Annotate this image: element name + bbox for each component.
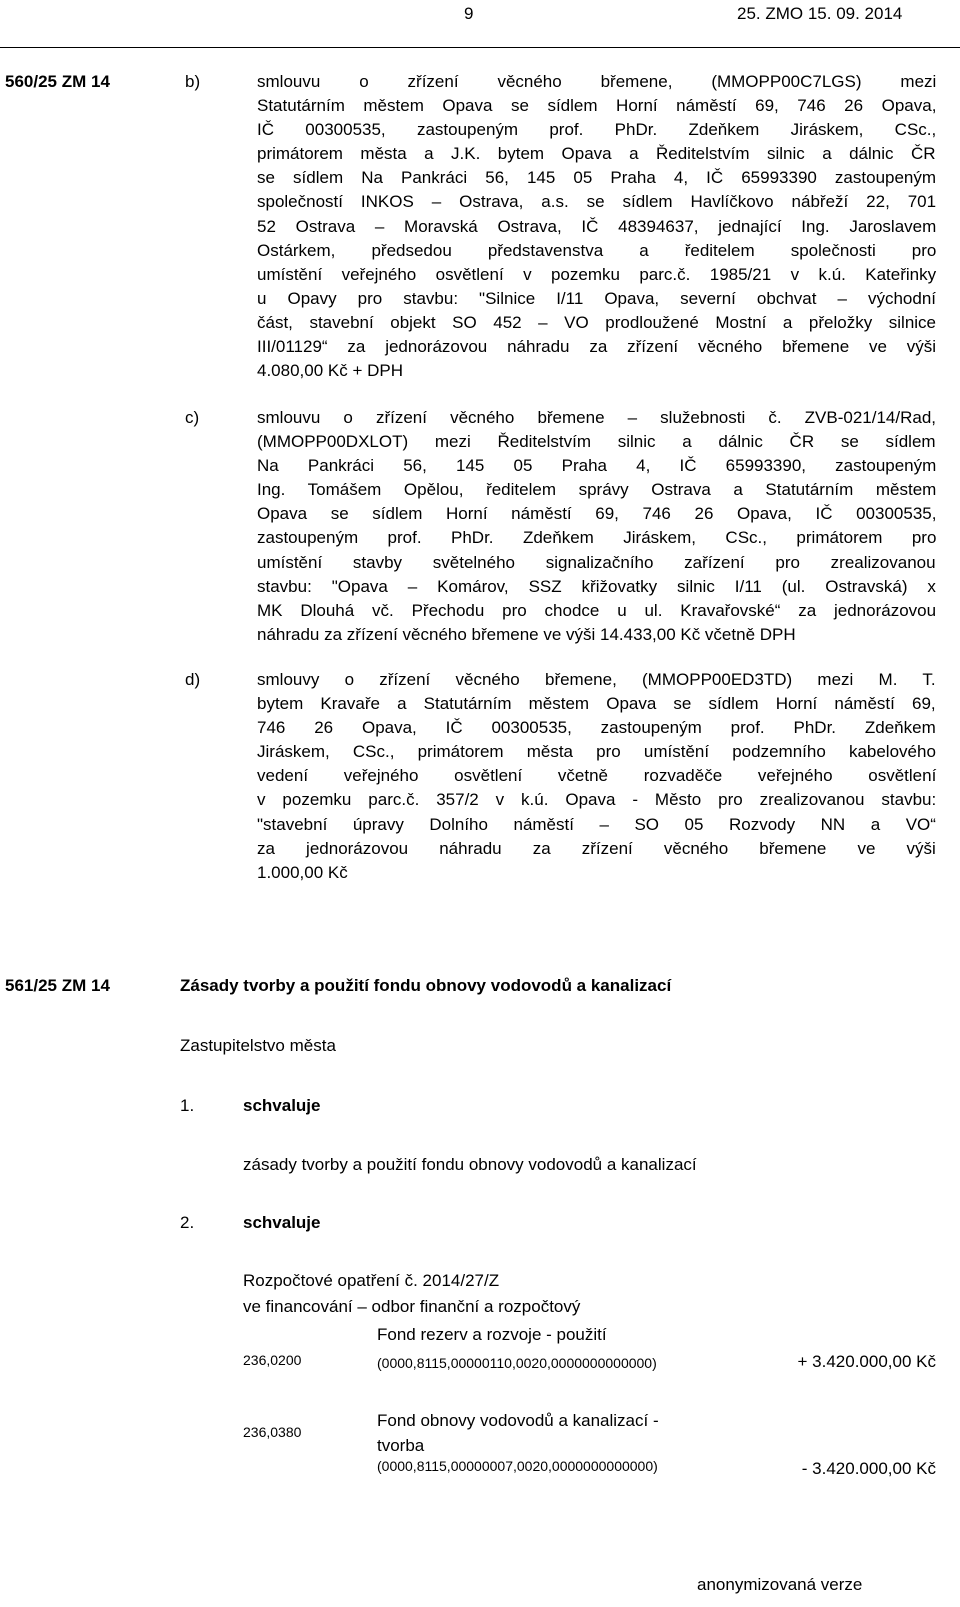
resolution-id-560: 560/25 ZM 14 xyxy=(5,72,110,91)
text-line: stavbu: "Opava – Komárov, SSZ křižovatky silnic I/11 (ul. Ostravská) x xyxy=(257,576,936,596)
text-line: Na Pankráci 56, 145 05 Praha 4, IČ 65993390, zastoupeným xyxy=(257,456,937,476)
text-line: umístění stavby světelného signalizačního zařízení pro zrealizovanou xyxy=(257,552,936,572)
budget-row-account: (0000,8115,00000007,0020,0000000000000) xyxy=(377,1458,658,1474)
text-line: 746 26 Opava, IČ 00300535, zastoupeným prof. PhDr. Zdeňkem xyxy=(257,718,936,738)
budget-row-code: 236,0200 xyxy=(243,1352,302,1368)
anonymized-note: anonymizovaná verze xyxy=(697,1575,863,1594)
text-line: smlouvu o zřízení věcného břemene, (MMOPP00C7LGS) mezi xyxy=(257,72,937,91)
point-2-verb: schvaluje xyxy=(243,1213,321,1232)
text-line: Ing. Tomášem Opělou, ředitelem správy Ostrava a Statutárním městem xyxy=(257,480,937,500)
text-line: Ostárkem, předsedou představenstva a ředitelem společnosti pro xyxy=(257,240,937,260)
text-line: část, stavební objekt SO 452 – VO prodloužené Mostní a přeložky silnice xyxy=(257,312,937,332)
text-line: "stavební úpravy Dolního náměstí – SO 05 Rozvody NN a VO“ xyxy=(257,814,936,834)
text-line: u Opavy pro stavbu: "Silnice I/11 Opava, severní obchvat – východní xyxy=(257,288,937,308)
text-line: v pozemku parc.č. 357/2 v k.ú. Opava - Město pro zrealizovanou stavbu: xyxy=(257,790,937,810)
point-c-text xyxy=(257,406,936,647)
budget-row-name: Fond rezerv a rozvoje - použití xyxy=(377,1325,607,1344)
text-line: umístění veřejného osvětlení v pozemku parc.č. 1985/21 v k.ú. Kateřinky xyxy=(257,264,937,284)
text-line: náhradu za zřízení věcného břemene ve výši 14.433,00 Kč včetně DPH xyxy=(257,624,796,644)
point-d-label: d) xyxy=(185,670,201,689)
header-divider xyxy=(0,47,960,48)
budget-measure-title: Rozpočtové opatření č. 2014/27/Z xyxy=(243,1271,500,1290)
text-line: vedení veřejného osvětlení včetně rozvaděče veřejného osvětlení xyxy=(257,766,937,786)
point-b-text xyxy=(257,70,936,383)
budget-row-name: Fond obnovy vodovodů a kanalizací - xyxy=(377,1411,659,1430)
text-line: 4.080,00 Kč + DPH xyxy=(257,361,404,381)
text-line: 52 Ostrava – Moravská Ostrava, IČ 48394637, jednající Ing. Jaroslavem xyxy=(257,216,937,236)
point-d-text xyxy=(257,668,936,885)
resolution-id-561: 561/25 ZM 14 xyxy=(5,976,110,995)
page-number: 9 xyxy=(464,4,474,23)
text-line: smlouvy o zřízení věcného břemene, (MMOPP00ED3TD) mezi M. T. xyxy=(257,670,936,689)
text-line: smlouvu o zřízení věcného břemene – služebnosti č. ZVB-021/14/Rad, xyxy=(257,408,937,427)
text-line: za jednorázovou náhradu za zřízení věcného břemene ve výši xyxy=(257,838,936,858)
point-1-verb: schvaluje xyxy=(243,1096,321,1115)
point-1-number: 1. xyxy=(180,1096,195,1115)
point-2-number: 2. xyxy=(180,1213,195,1232)
text-line: (MMOPP00DXLOT) mezi Ředitelstvím silnic a dálnic ČR se sídlem xyxy=(257,432,936,452)
text-line: IČ 00300535, zastoupeným prof. PhDr. Zdeňkem Jiráskem, CSc., xyxy=(257,120,937,140)
budget-row-amount: - 3.420.000,00 Kč xyxy=(801,1459,936,1478)
text-line: zastoupeným prof. PhDr. Zdeňkem Jiráskem, CSc., primátorem pro xyxy=(257,528,937,548)
text-line: Opava se sídlem Horní náměstí 69, 746 26 Opava, IČ 00300535, xyxy=(257,504,937,524)
header-date: 25. ZMO 15. 09. 2014 xyxy=(737,4,903,23)
council-label: Zastupitelstvo města xyxy=(180,1036,336,1055)
text-line: bytem Kravaře a Statutárním městem Opava se sídlem Horní náměstí 69, xyxy=(257,694,936,714)
text-line: 1.000,00 Kč xyxy=(257,862,348,882)
text-line: primátorem města a J.K. bytem Opava a Ředitelstvím silnic a dálnic ČR xyxy=(257,144,936,164)
budget-row-code: 236,0380 xyxy=(243,1424,302,1440)
budget-row-amount: + 3.420.000,00 Kč xyxy=(797,1352,936,1371)
resolution-title-561: Zásady tvorby a použití fondu obnovy vodovodů a kanalizací xyxy=(180,976,672,995)
text-line: III/01129“ za jednorázovou náhradu za zřízení věcného břemene ve výši xyxy=(257,337,937,357)
point-1-text: zásady tvorby a použití fondu obnovy vodovodů a kanalizací xyxy=(243,1155,697,1174)
budget-row-name-cont: tvorba xyxy=(377,1436,425,1455)
text-line: společností INKOS – Ostrava, a.s. se sídlem Havlíčkovo nábřeží 22, 701 xyxy=(257,192,937,212)
point-c-label: c) xyxy=(185,408,200,427)
text-line: MK Dlouhá vč. Přechodu pro chodce u ul. Kravařovské“ za jednorázovou xyxy=(257,600,937,620)
point-b-label: b) xyxy=(185,72,201,91)
budget-measure-subtitle: ve financování – odbor finanční a rozpočtový xyxy=(243,1297,581,1316)
text-line: Jiráskem, CSc., primátorem města pro umístění podzemního kabelového xyxy=(257,742,936,762)
text-line: Statutárním městem Opava se sídlem Horní náměstí 69, 746 26 Opava, xyxy=(257,96,937,116)
text-line: se sídlem Na Pankráci 56, 145 05 Praha 4, IČ 65993390 zastoupeným xyxy=(257,168,937,188)
budget-row-account: (0000,8115,00000110,0020,0000000000000) xyxy=(377,1355,657,1371)
